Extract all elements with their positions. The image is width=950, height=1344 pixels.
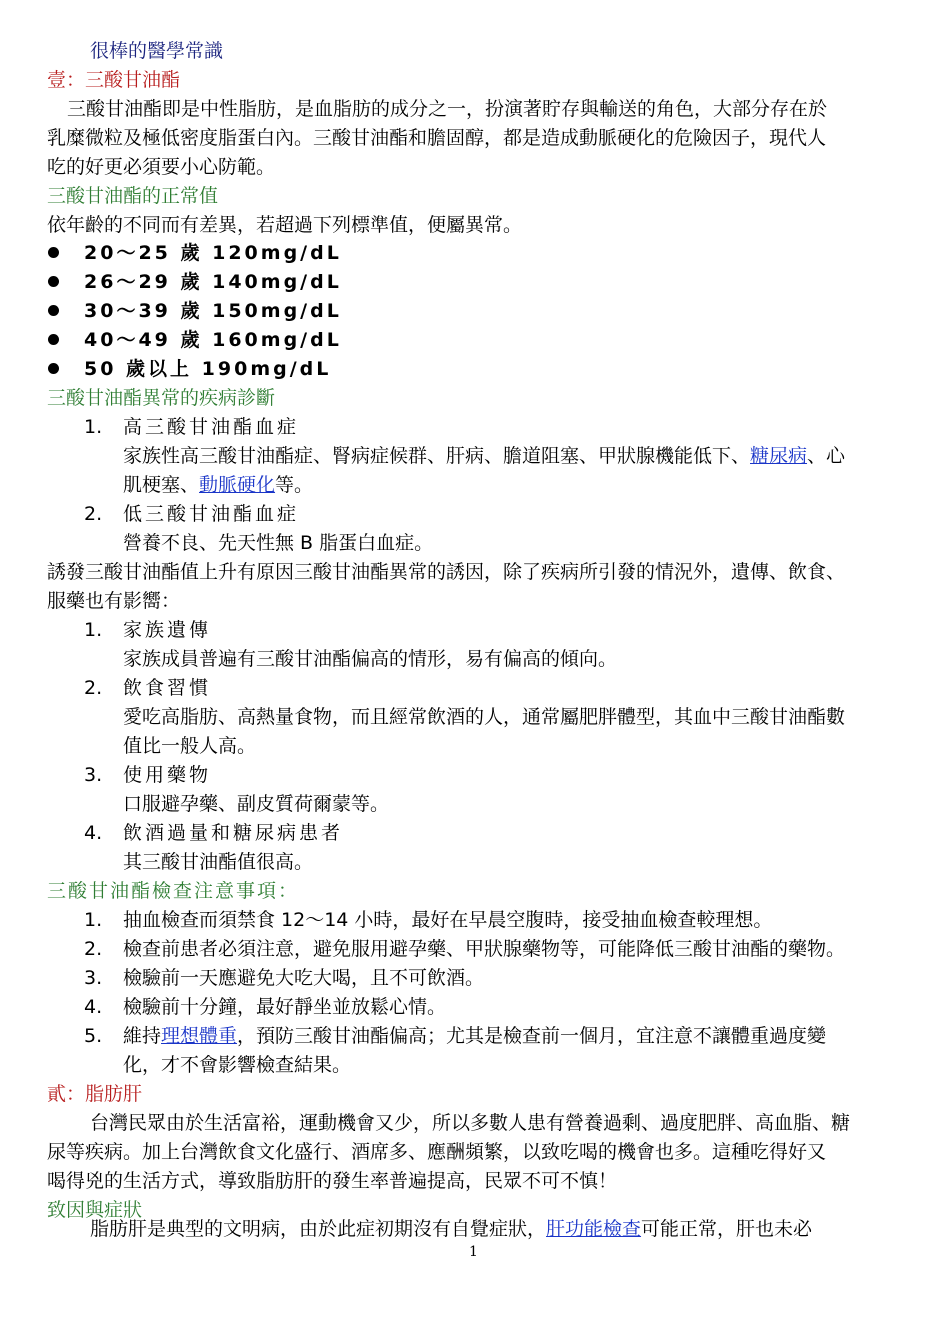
text-segment: 脂肪肝是典型的文明病，由於此症初期沒有自覺症狀， bbox=[90, 1218, 547, 1240]
list-item-text bbox=[123, 442, 845, 471]
paragraph-line bbox=[90, 1215, 812, 1244]
paragraph-line: 尿等疾病。加上台灣飲食文化盛行、酒席多、應酬頻繁，以致吃喝的機會也多。這種吃得好又 bbox=[47, 1141, 827, 1163]
link-ideal-weight[interactable]: 理想體重 bbox=[161, 1025, 238, 1047]
list-item-text: 檢驗前一天應避免大吃大喝，且不可飲酒。 bbox=[123, 967, 485, 989]
list-number: 4. bbox=[84, 822, 103, 844]
list-number: 2. bbox=[84, 503, 103, 525]
list-item-text: 家族成員普遍有三酸甘油酯偏高的情形，易有偏高的傾向。 bbox=[123, 648, 618, 670]
page-number: 1 bbox=[469, 1244, 478, 1260]
paragraph-line: 依年齡的不同而有差異，若超過下列標準值，便屬異常。 bbox=[47, 214, 523, 236]
text-segment: 可能正常，肝也未必 bbox=[641, 1218, 813, 1240]
link-liver-function-test[interactable]: 肝功能檢查 bbox=[546, 1218, 642, 1240]
list-number: 2. bbox=[84, 677, 103, 699]
list-item-title: 飲酒過量和糖尿病患者 bbox=[123, 822, 344, 844]
section-heading-fatty-liver: 貳：脂肪肝 bbox=[47, 1083, 143, 1105]
bullet-item: 40～49 歲 160mg/dL bbox=[84, 329, 342, 351]
list-number: 5. bbox=[84, 1025, 103, 1047]
list-item-text: 檢驗前十分鐘，最好靜坐並放鬆心情。 bbox=[123, 996, 447, 1018]
link-diabetes[interactable]: 糖尿病 bbox=[750, 445, 808, 467]
list-number: 4. bbox=[84, 996, 103, 1018]
bullet-dot bbox=[48, 363, 59, 374]
list-number: 2. bbox=[84, 938, 103, 960]
text-segment: 維持 bbox=[123, 1025, 162, 1047]
list-number: 3. bbox=[84, 764, 103, 786]
list-item-text: 營養不良、先天性無 B 脂蛋白血症。 bbox=[123, 532, 434, 554]
bullet-item: 50 歲以上 190mg/dL bbox=[84, 358, 332, 380]
list-item-title: 使用藥物 bbox=[123, 764, 212, 786]
text-segment: ，預防三酸甘油酯偏高；尤其是檢查前一個月，宜注意不讓體重過度變 bbox=[237, 1025, 827, 1047]
list-item-title: 家族遺傳 bbox=[123, 619, 212, 641]
subheading-normal-values: 三酸甘油酯的正常值 bbox=[47, 185, 219, 207]
bullet-dot bbox=[48, 305, 59, 316]
list-item-text bbox=[123, 1022, 826, 1051]
subheading-check-notes: 三酸甘油酯檢查注意事項： bbox=[47, 880, 300, 902]
bullet-dot bbox=[48, 247, 59, 258]
paragraph-line: 服藥也有影嚮： bbox=[47, 590, 181, 612]
subheading-disease-diagnosis: 三酸甘油酯異常的疾病診斷 bbox=[47, 387, 276, 409]
list-item-text: 其三酸甘油酯值很高。 bbox=[123, 851, 314, 873]
list-number: 1. bbox=[84, 619, 103, 641]
list-item-text bbox=[123, 471, 313, 500]
list-item-text: 值比一般人高。 bbox=[123, 735, 257, 757]
text-segment: 肌梗塞、 bbox=[123, 474, 200, 496]
list-item-text: 愛吃高脂肪、高熱量食物，而且經常飲酒的人，通常屬肥胖體型，其血中三酸甘油酯數 bbox=[123, 706, 846, 728]
list-item-text: 抽血檢查而須禁食 12～14 小時，最好在早晨空腹時，接受抽血檢查較理想。 bbox=[123, 909, 773, 931]
paragraph-line: 乳糜微粒及極低密度脂蛋白內。三酸甘油酯和膽固醇，都是造成動脈硬化的危險因子，現代人 bbox=[47, 127, 827, 149]
text-segment: 等。 bbox=[275, 474, 314, 496]
text-segment: 家族性高三酸甘油酯症、腎病症候群、肝病、膽道阻塞、甲狀腺機能低下、 bbox=[123, 445, 751, 467]
list-item-title: 低三酸甘油酯血症 bbox=[123, 503, 300, 525]
bullet-dot bbox=[48, 334, 59, 345]
list-item-text: 化，才不會影響檢查結果。 bbox=[123, 1054, 352, 1076]
paragraph-line: 三酸甘油酯即是中性脂肪，是血脂肪的成分之一，扮演著貯存與輸送的角色，大部分存在於 bbox=[67, 98, 828, 120]
paragraph-line: 台灣民眾由於生活富裕，運動機會又少，所以多數人患有營養過剩、過度肥胖、高血脂、糖 bbox=[90, 1112, 851, 1134]
text-segment: 、心 bbox=[807, 445, 846, 467]
link-arteriosclerosis[interactable]: 動脈硬化 bbox=[199, 474, 276, 496]
list-item-text: 口服避孕藥、副皮質荷爾蒙等。 bbox=[123, 793, 390, 815]
bullet-item: 30～39 歲 150mg/dL bbox=[84, 300, 342, 322]
document-title: 很棒的醫學常識 bbox=[90, 40, 224, 62]
list-number: 1. bbox=[84, 416, 103, 438]
paragraph-line: 誘發三酸甘油酯值上升有原因三酸甘油酯異常的誘因，除了疾病所引發的情況外，遺傳、飲食、 bbox=[47, 561, 846, 583]
list-item-title: 高三酸甘油酯血症 bbox=[123, 416, 300, 438]
list-item-title: 飲食習慣 bbox=[123, 677, 212, 699]
list-number: 1. bbox=[84, 909, 103, 931]
paragraph-line: 喝得兇的生活方式，導致脂肪肝的發生率普遍提高，民眾不可不慎！ bbox=[47, 1170, 618, 1192]
subheading-causes-symptoms: 致因與症狀 bbox=[47, 1199, 143, 1221]
list-item-text: 檢查前患者必須注意，避免服用避孕藥、甲狀腺藥物等，可能降低三酸甘油酯的藥物。 bbox=[123, 938, 846, 960]
bullet-item: 26～29 歲 140mg/dL bbox=[84, 271, 342, 293]
paragraph-line: 吃的好更必須要小心防範。 bbox=[47, 156, 276, 178]
list-number: 3. bbox=[84, 967, 103, 989]
bullet-dot bbox=[48, 276, 59, 287]
bullet-item: 20～25 歲 120mg/dL bbox=[84, 242, 342, 264]
section-heading-triglyceride: 壹：三酸甘油酯 bbox=[47, 69, 181, 91]
